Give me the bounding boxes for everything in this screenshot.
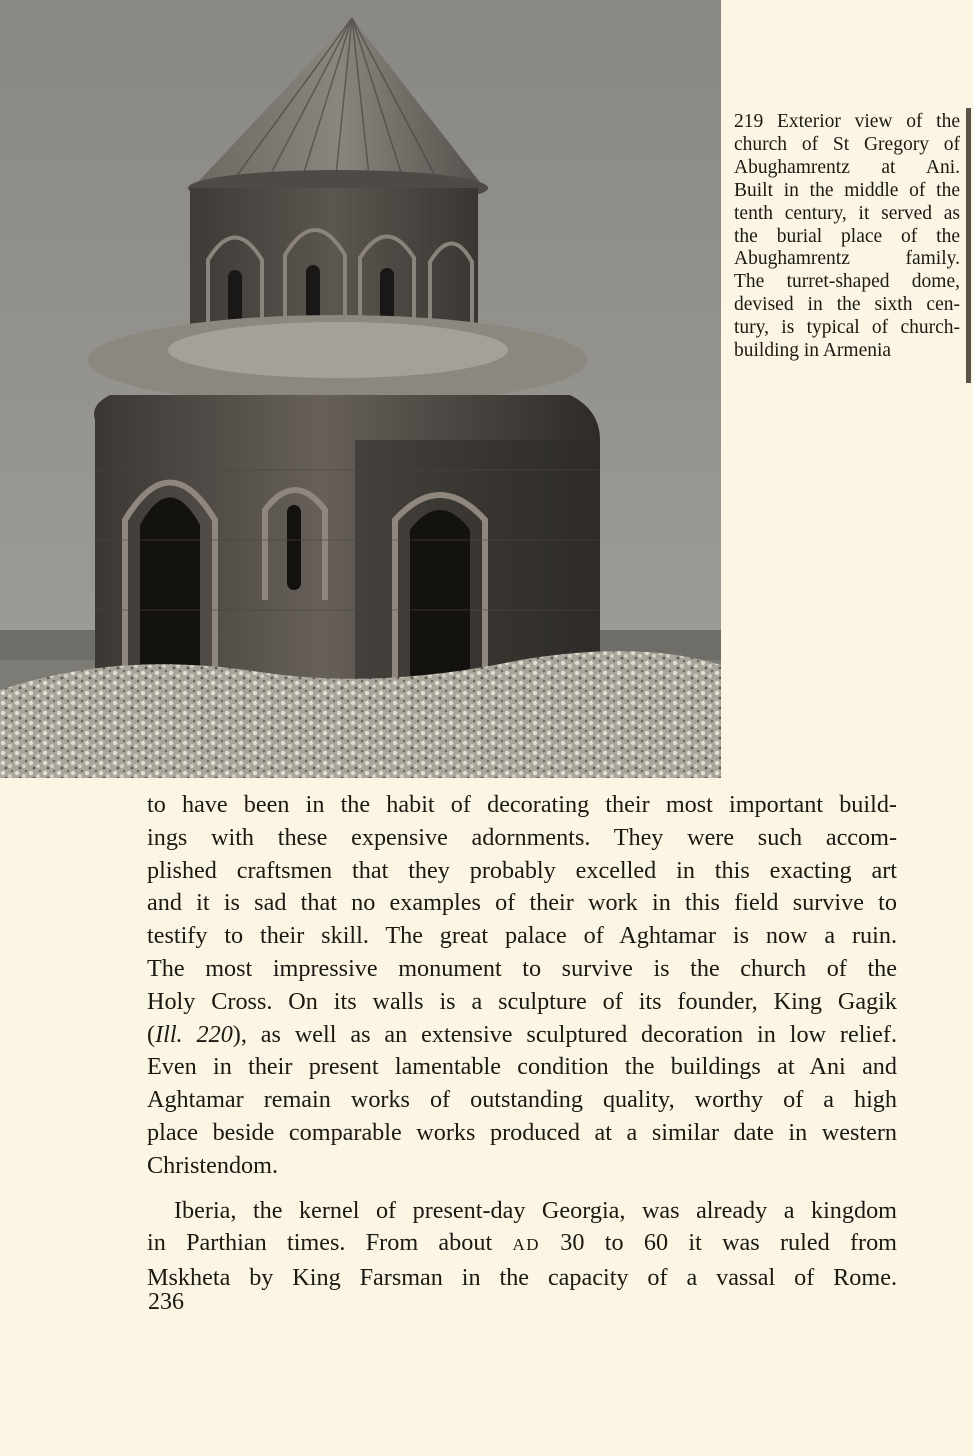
page-number: 236 <box>148 1289 184 1315</box>
text-fragment: 30 to 60 it was ruled from <box>540 1229 897 1257</box>
text-line: Iberia, the kernel of present-day Georgia, was already a kingdom <box>174 1196 897 1224</box>
text-line: place beside comparable works produced at a similar date in western <box>147 1118 897 1146</box>
text-line: The most impressive monument to survive is the church of the <box>147 954 897 982</box>
text-line: Holy Cross. On its walls is a sculpture of its founder, King Gagik <box>147 987 897 1015</box>
text-line: and it is sad that no examples of their work in this field survive to <box>147 889 897 917</box>
illustration-reference: Ill. 220 <box>155 1020 233 1048</box>
text-fragment: ( <box>147 1020 156 1048</box>
caption-line: devised in the sixth cen- <box>734 294 960 316</box>
paragraph <box>147 789 897 1183</box>
church-photograph <box>0 0 721 778</box>
text-line: Aghtamar remain works of outstanding quality, worthy of a high <box>147 1086 897 1114</box>
figure-caption <box>734 111 960 363</box>
caption-line: tenth century, it served as <box>734 202 960 224</box>
caption-line: Built in the middle of the <box>734 179 960 201</box>
caption-line: Abughamrentz at Ani. <box>734 156 960 178</box>
text-fragment: ), as well as an extensive sculptured decoration in low relief. <box>232 1020 897 1048</box>
text-line <box>147 1019 897 1052</box>
text-line: Even in their present lamentable condition the buildings at Ani and <box>147 1053 897 1081</box>
caption-line: church of St Gregory of <box>734 133 960 155</box>
text-line: to have been in the habit of decorating their most important build- <box>147 791 897 818</box>
caption-line: 219 Exterior view of the <box>734 111 960 132</box>
era-abbreviation: AD <box>512 1235 541 1255</box>
page-edge-shadow <box>966 108 971 383</box>
text-line: Mskheta by King Farsman in the capacity of a vassal of Rome. <box>147 1264 897 1292</box>
text-line: Christendom. <box>147 1151 279 1179</box>
text-line: plished craftsmen that they probably excelled in this exacting art <box>147 856 897 884</box>
caption-line: the burial place of the <box>734 225 960 247</box>
paragraph <box>147 1195 897 1295</box>
caption-line: tury, is typical of church- <box>734 317 960 339</box>
caption-line: The turret-shaped dome, <box>734 271 960 293</box>
caption-line: Abughamrentz family. <box>734 248 960 270</box>
text-line: testify to their skill. The great palace of Aghtamar is now a ruin. <box>147 922 897 950</box>
body-text <box>147 789 897 1295</box>
caption-line: building in Armenia <box>734 340 892 362</box>
text-line <box>147 1227 897 1262</box>
text-fragment: in Parthian times. From about <box>147 1229 513 1257</box>
text-line: ings with these expensive adornments. They were such accom- <box>147 823 897 851</box>
